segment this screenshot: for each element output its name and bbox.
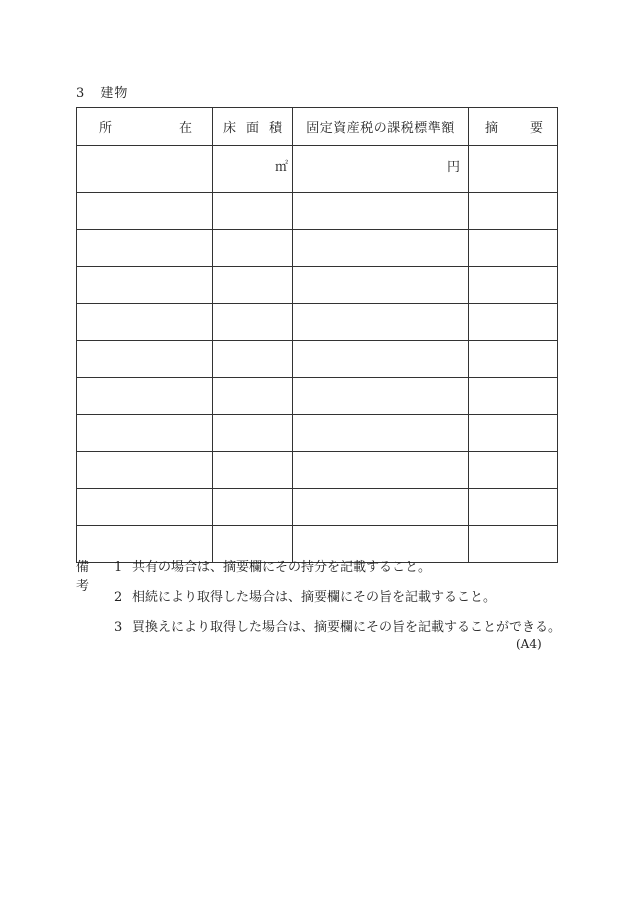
floor-area-cell[interactable] [213,267,293,304]
table-row [77,304,558,341]
note-text: 共有の場合は、摘要欄にその持分を記載すること。 [132,560,432,575]
header-area-char: 床 [223,121,237,136]
remarks-cell[interactable] [469,193,558,230]
note-item [114,616,561,635]
tax-value-cell[interactable] [293,378,469,415]
remarks-cell[interactable] [469,378,558,415]
location-cell[interactable] [77,489,213,526]
table-row [77,378,558,415]
table-row [77,341,558,378]
section-title [76,82,128,101]
location-cell[interactable] [77,378,213,415]
remarks-cell[interactable] [469,230,558,267]
floor-area-cell[interactable] [213,415,293,452]
section-number: 3 [76,86,86,101]
unit-yen: 円 [446,160,460,175]
note-item [114,556,431,575]
note-number: 1 [114,560,123,575]
remarks-cell[interactable] [469,304,558,341]
remarks-cell[interactable] [469,146,558,193]
header-floor-area [213,108,293,146]
floor-area-cell[interactable] [213,452,293,489]
table-row [77,146,558,193]
location-cell[interactable] [77,267,213,304]
floor-area-cell[interactable] [213,489,293,526]
floor-area-cell[interactable] [213,341,293,378]
note-text: 買換えにより取得した場合は、摘要欄にその旨を記載することができる。 [132,620,562,635]
note-text: 相続により取得した場合は、摘要欄にその旨を記載すること。 [132,590,497,605]
floor-area-cell[interactable] [213,230,293,267]
header-location-char: 所 [99,121,113,136]
unit-sqm: ㎡ [274,160,288,175]
header-remarks [469,108,558,146]
remarks-cell[interactable] [469,489,558,526]
tax-value-cell[interactable] [293,489,469,526]
tax-value-cell[interactable] [293,267,469,304]
section-heading: 建物 [100,86,129,101]
notes-label: 備考 [76,560,90,594]
header-remarks-char: 摘 [485,121,499,136]
remarks-cell[interactable] [469,341,558,378]
table-row [77,267,558,304]
remarks-cell[interactable] [469,267,558,304]
table-row [77,415,558,452]
tax-value-cell[interactable] [293,193,469,230]
table-row [77,193,558,230]
floor-area-cell[interactable] [213,378,293,415]
location-cell[interactable] [77,341,213,378]
remarks-cell[interactable] [469,452,558,489]
floor-area-cell[interactable] [213,193,293,230]
location-cell[interactable] [77,415,213,452]
location-cell[interactable] [77,230,213,267]
tax-value-cell[interactable] [293,452,469,489]
header-row [77,108,558,146]
note-number: 3 [114,620,123,635]
tax-value-cell[interactable] [293,341,469,378]
location-cell[interactable] [77,452,213,489]
tax-value-cell[interactable] [293,146,469,193]
table-row [77,230,558,267]
building-table [76,107,558,563]
table-row [77,452,558,489]
floor-area-cell[interactable] [213,146,293,193]
page-size-label: (A4) [516,637,542,651]
header-location [77,108,213,146]
tax-value-cell[interactable] [293,304,469,341]
note-item [114,586,496,605]
location-cell[interactable] [77,304,213,341]
location-cell[interactable] [77,146,213,193]
header-tax-value: 固定資産税の課税標準額 [293,108,469,146]
table-row [77,489,558,526]
remarks-cell[interactable] [469,415,558,452]
tax-value-cell[interactable] [293,230,469,267]
note-number: 2 [114,590,123,605]
floor-area-cell[interactable] [213,304,293,341]
header-area-char: 面 [245,121,259,136]
header-area-char: 積 [268,121,282,136]
tax-value-cell[interactable] [293,415,469,452]
location-cell[interactable] [77,193,213,230]
remarks-cell[interactable] [469,526,558,563]
header-location-char: 在 [178,121,192,136]
header-remarks-char: 要 [529,121,543,136]
